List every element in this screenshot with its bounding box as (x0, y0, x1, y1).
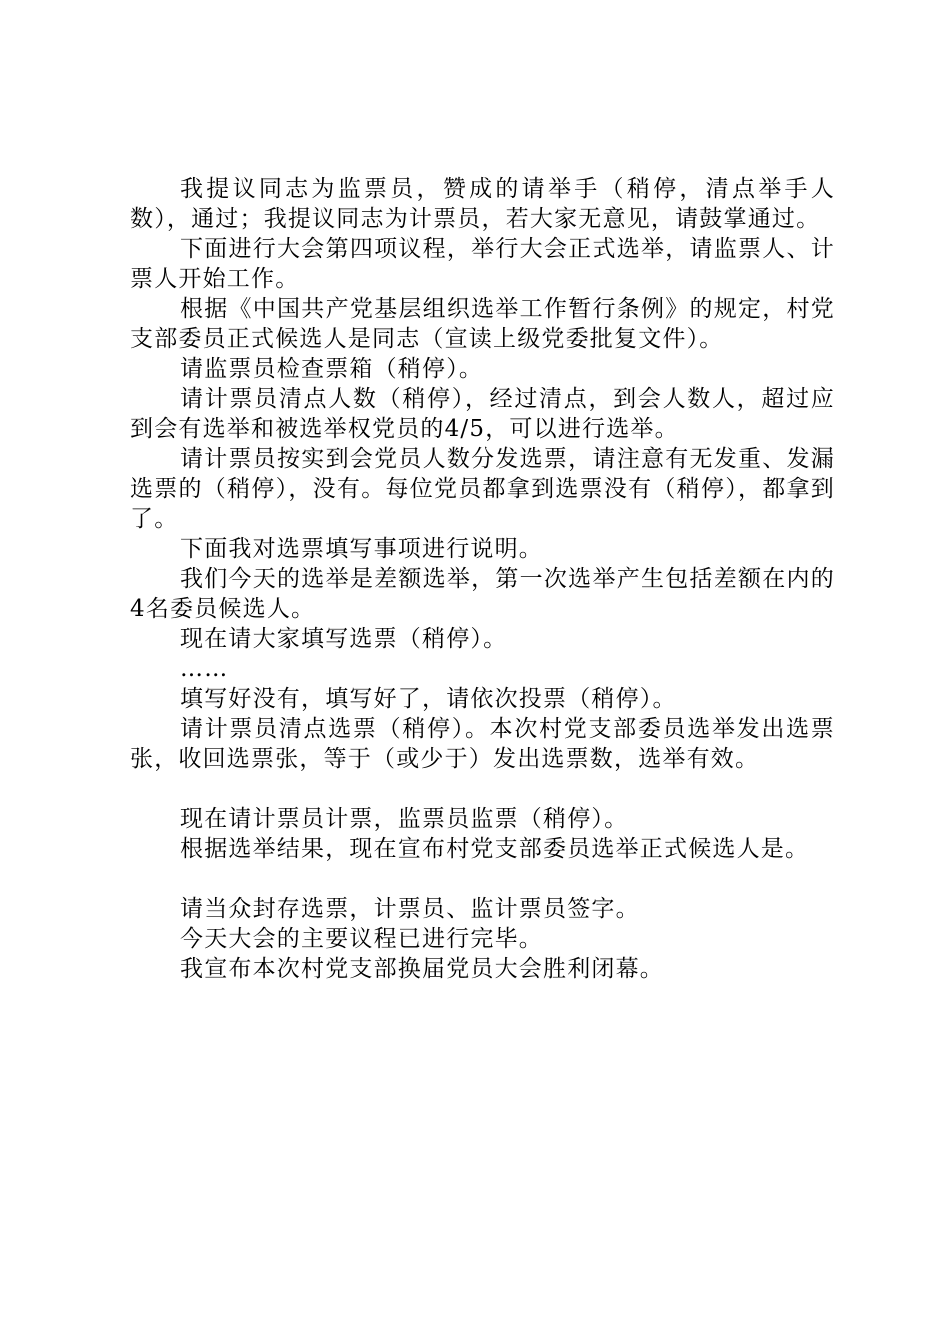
paragraph-distribute-ballots: 请计票员按实到会党员人数分发选票，请注意有无发重、发漏选票的（稍停），没有。每位党员都拿到选票没有（稍停），都拿到了。 (130, 446, 835, 532)
paragraph-agenda-item-four: 下面进行大会第四项议程，举行大会正式选举，请监票人、计票人开始工作。 (130, 236, 835, 292)
paragraph-headcount: 请计票员清点人数（稍停），经过清点，到会人数人，超过应到会有选举和被选举权党员的4/5，可以进行选举。 (130, 386, 835, 442)
paragraph-regulations: 根据《中国共产党基层组织选举工作暂行条例》的规定，村党支部委员正式候选人是同志（宣读上级党委批复文件）。 (130, 296, 835, 352)
paragraph-cast-votes: 填写好没有，填写好了，请依次投票（稍停）。 (180, 686, 677, 712)
paragraph-ellipsis: …… (180, 656, 229, 682)
paragraph-fill-ballots: 现在请大家填写选票（稍停）。 (180, 626, 508, 652)
paragraph-closing: 我宣布本次村党支部换届党员大会胜利闭幕。 (180, 956, 664, 982)
paragraph-agenda-complete: 今天大会的主要议程已进行完毕。 (180, 926, 543, 952)
paragraph-count-ballots: 请计票员清点选票（稍停）。本次村党支部委员选举发出选票张，收回选票张，等于（或少于）发出选票数，选举有效。 (130, 716, 835, 772)
paragraph-election-type: 我们今天的选举是差额选举，第一次选举产生包括差额在内的4名委员候选人。 (130, 566, 835, 622)
paragraph-seal-ballots: 请当众封存选票，计票员、监计票员签字。 (180, 896, 640, 922)
paragraph-announce-results: 根据选举结果，现在宣布村党支部委员选举正式候选人是。 (180, 836, 810, 862)
blank-line (130, 774, 835, 804)
paragraph-ballot-instructions: 下面我对选票填写事项进行说明。 (180, 536, 543, 562)
document-body (130, 174, 835, 984)
paragraph-appoint-tellers: 我提议同志为监票员，赞成的请举手（稍停，清点举手人数），通过；我提议同志为计票员，若大家无意见，请鼓掌通过。 (130, 176, 835, 232)
blank-line (130, 864, 835, 894)
paragraph-tally-votes: 现在请计票员计票，监票员监票（稍停）。 (180, 806, 629, 832)
paragraph-check-ballot-box: 请监票员检查票箱（稍停）。 (180, 356, 484, 382)
